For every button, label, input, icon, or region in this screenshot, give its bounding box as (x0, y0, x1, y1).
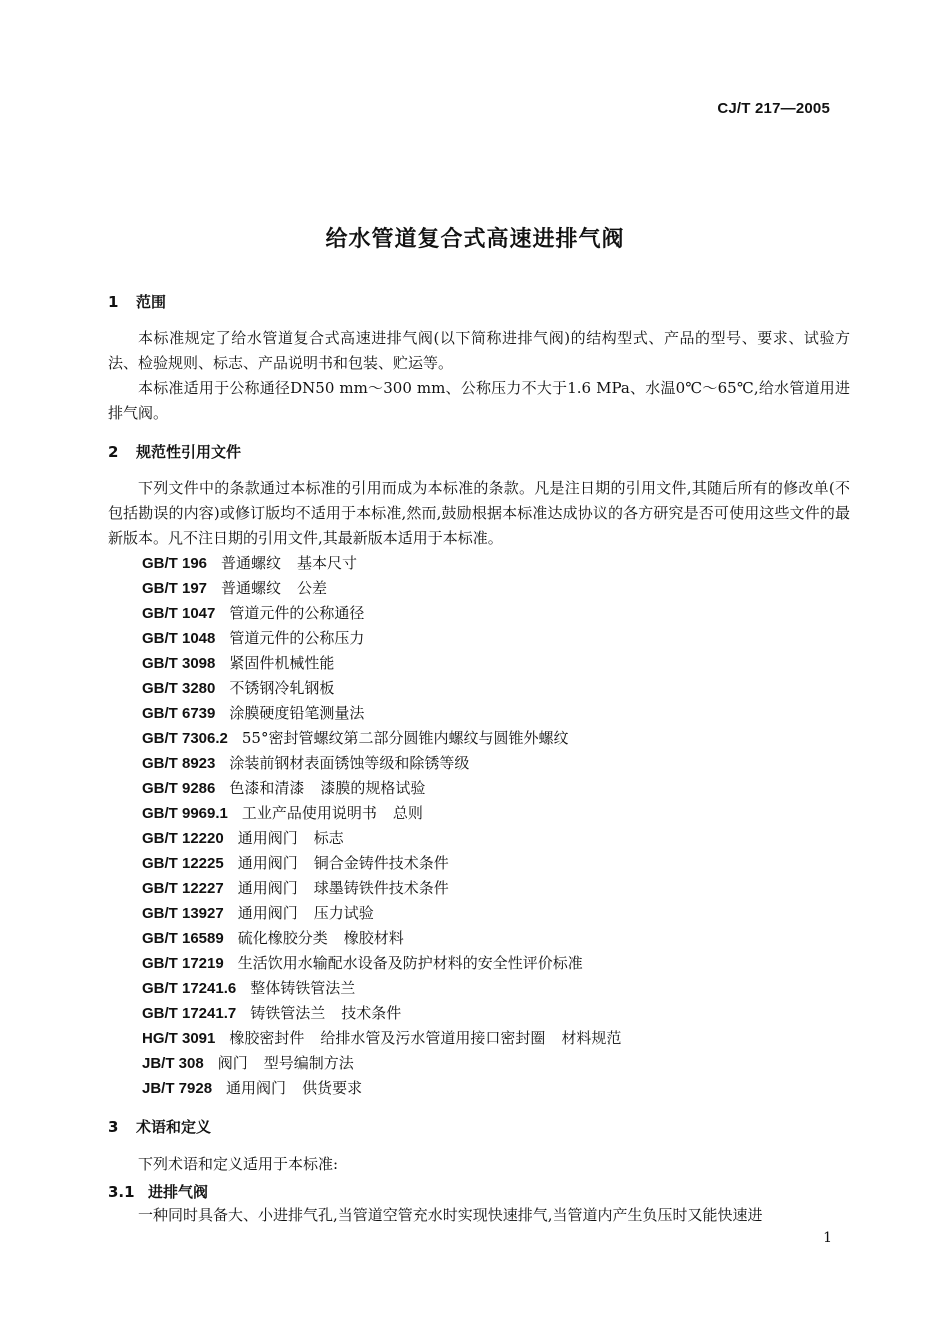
reference-code: GB/T 1047 (142, 605, 216, 622)
reference-title-part: 涂膜硬度铅笔测量法 (229, 704, 365, 722)
reference-title-part: 阀门 (217, 1054, 248, 1072)
reference-title-part: 整体铸铁管法兰 (250, 979, 356, 997)
reference-item (142, 551, 621, 576)
reference-code: GB/T 3280 (142, 680, 216, 697)
reference-code: JB/T 308 (142, 1055, 204, 1072)
reference-code: GB/T 3098 (142, 655, 216, 672)
reference-title-part: 铜合金铸件技术条件 (313, 854, 449, 872)
reference-title-part: 球墨铸铁件技术条件 (313, 879, 449, 897)
reference-code: GB/T 17219 (142, 955, 224, 972)
reference-title-part: 铸铁管法兰 (250, 1004, 326, 1022)
section-1-paragraph-1: 本标准规定了给水管道复合式高速进排气阀(以下简称进排气阀)的结构型式、产品的型号、要求、试验方法、检验规则、标志、产品说明书和包装、贮运等。 (108, 329, 850, 372)
reference-title-part: 管道元件的公称压力 (229, 629, 365, 647)
reference-title-part: 给排水管及污水管道用接口密封圈 (320, 1029, 546, 1047)
reference-item (142, 1026, 621, 1051)
reference-title-part: 漆膜的规格试验 (320, 779, 426, 797)
reference-code: GB/T 16589 (142, 930, 224, 947)
reference-title-part: 色漆和清漆 (229, 779, 305, 797)
reference-title-part: 硫化橡胶分类 (237, 929, 328, 947)
reference-title-part: 技术条件 (341, 1004, 402, 1022)
subsection-title: 进排气阀 (148, 1183, 209, 1201)
section-title: 规范性引用文件 (136, 443, 242, 461)
reference-title-part: 公差 (297, 579, 328, 597)
reference-code: GB/T 13927 (142, 905, 224, 922)
reference-code: GB/T 6739 (142, 705, 216, 722)
reference-title-part: 型号编制方法 (263, 1054, 354, 1072)
reference-title-part: 涂装前钢材表面锈蚀等级和除锈等级 (229, 754, 470, 772)
reference-title-part: 55°密封管螺纹第二部分圆锥内螺纹与圆锥外螺纹 (241, 729, 569, 747)
reference-title-part: 通用阀门 (237, 904, 298, 922)
reference-title-part: 通用阀门 (237, 854, 298, 872)
reference-code: GB/T 7306.2 (142, 730, 228, 747)
reference-item (142, 1076, 621, 1101)
section-title: 范围 (136, 293, 167, 311)
reference-code: GB/T 9286 (142, 780, 216, 797)
reference-code: GB/T 12225 (142, 855, 224, 872)
section-number: 1 (108, 293, 119, 311)
reference-item (142, 951, 621, 976)
reference-title-part: 供货要求 (302, 1079, 363, 1097)
subsection-3-1-heading (108, 1181, 208, 1202)
reference-item (142, 776, 621, 801)
reference-code: HG/T 3091 (142, 1030, 216, 1047)
reference-item (142, 876, 621, 901)
reference-item (142, 901, 621, 926)
reference-title-part: 管道元件的公称通径 (229, 604, 365, 622)
reference-item (142, 751, 621, 776)
reference-item (142, 801, 621, 826)
standard-code: CJ/T 217—2005 (717, 100, 830, 117)
reference-title-part: 普通螺纹 (221, 579, 282, 597)
reference-item (142, 851, 621, 876)
reference-item (142, 726, 621, 751)
section-3-heading (108, 1116, 211, 1137)
reference-item (142, 1001, 621, 1026)
section-number: 2 (108, 443, 119, 461)
reference-title-part: 通用阀门 (237, 829, 298, 847)
reference-title-part: 通用阀门 (226, 1079, 287, 1097)
reference-item (142, 601, 621, 626)
reference-title-part: 工业产品使用说明书 (241, 804, 377, 822)
reference-code: GB/T 197 (142, 580, 208, 597)
reference-code: JB/T 7928 (142, 1080, 213, 1097)
section-number: 3 (108, 1118, 119, 1136)
reference-code: GB/T 196 (142, 555, 208, 572)
reference-title-part: 橡胶材料 (343, 929, 404, 947)
reference-item (142, 976, 621, 1001)
section-title: 术语和定义 (136, 1118, 212, 1136)
reference-title-part: 总则 (392, 804, 423, 822)
section-2-heading (108, 441, 241, 462)
section-1-paragraph-2: 本标准适用于公称通径DN50 mm～300 mm、公称压力不大于1.6 MPa、水温0℃～65℃,给水管道用进排气阀。 (108, 379, 850, 422)
reference-title-part: 紧固件机械性能 (229, 654, 335, 672)
reference-title-part: 普通螺纹 (221, 554, 282, 572)
reference-code: GB/T 12227 (142, 880, 224, 897)
reference-title-part: 压力试验 (313, 904, 374, 922)
definition-paragraph: 一种同时具备大、小进排气孔,当管道空管充水时实现快速排气,当管道内产生负压时又能快速进 (138, 1206, 763, 1224)
reference-code: GB/T 12220 (142, 830, 224, 847)
reference-item (142, 651, 621, 676)
reference-item (142, 676, 621, 701)
document-title: 给水管道复合式高速进排气阀 (325, 227, 625, 252)
section-2-intro: 下列文件中的条款通过本标准的引用而成为本标准的条款。凡是注日期的引用文件,其随后所有的修改单(不包括勘误的内容)或修订版均不适用于本标准,然而,鼓励根据本标准达成协议的各方研究是否可使用这些文件的最新版本。凡不注日期的引用文件,其最新版本适用于本标准。 (108, 479, 850, 547)
reference-item (142, 701, 621, 726)
reference-item (142, 576, 621, 601)
reference-code: GB/T 1048 (142, 630, 216, 647)
reference-item (142, 826, 621, 851)
reference-title-part: 橡胶密封件 (229, 1029, 305, 1047)
reference-code: GB/T 17241.7 (142, 1005, 237, 1022)
reference-title-part: 通用阀门 (237, 879, 298, 897)
reference-title-part: 材料规范 (561, 1029, 622, 1047)
page-number: 1 (823, 1230, 832, 1246)
reference-title-part: 基本尺寸 (297, 554, 358, 572)
section-3-intro: 下列术语和定义适用于本标准: (138, 1155, 339, 1173)
reference-item (142, 926, 621, 951)
reference-code: GB/T 8923 (142, 755, 216, 772)
reference-title-part: 标志 (313, 829, 344, 847)
reference-code: GB/T 9969.1 (142, 805, 228, 822)
reference-title-part: 生活饮用水输配水设备及防护材料的安全性评价标准 (237, 954, 583, 972)
section-1-heading (108, 291, 166, 312)
reference-code: GB/T 17241.6 (142, 980, 237, 997)
subsection-number: 3.1 (108, 1183, 135, 1201)
reference-item (142, 1051, 621, 1076)
reference-item (142, 626, 621, 651)
reference-title-part: 不锈钢冷轧钢板 (229, 679, 335, 697)
reference-list (142, 551, 621, 1101)
